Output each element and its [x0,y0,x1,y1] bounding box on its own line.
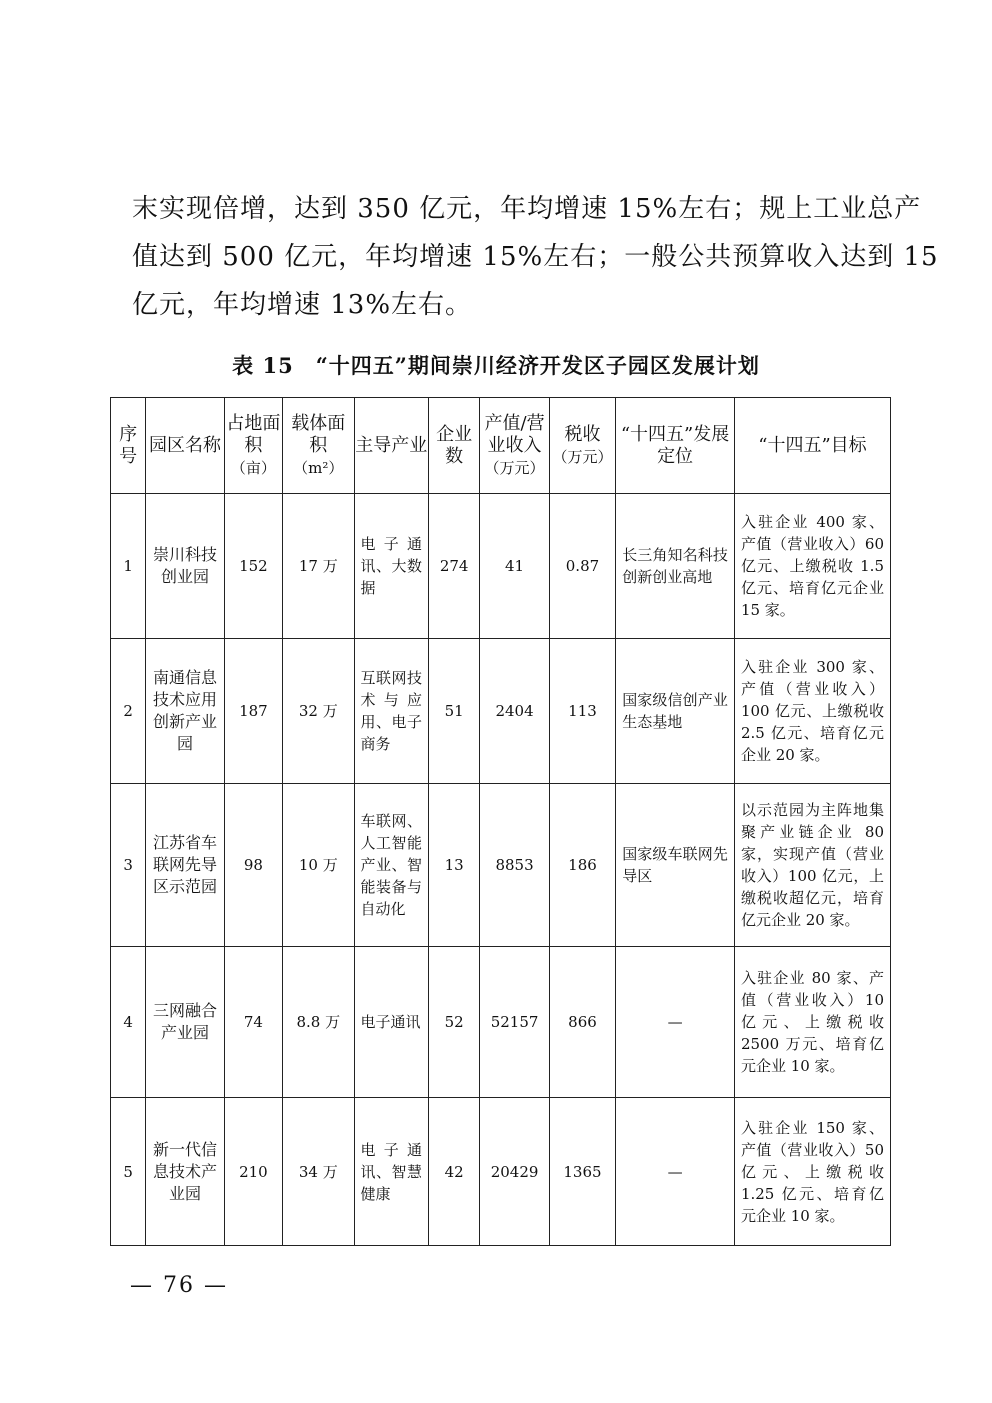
page-number: — 76 — [130,1273,228,1298]
body-paragraph [132,185,939,329]
cell-industry: 电子通讯 [354,947,428,1098]
cell-carrier-area: 8.8 万 [283,947,354,1098]
table-caption [0,350,992,380]
cell-park-name: 新一代信息技术产业园 [146,1098,225,1246]
cell-output: 2404 [480,639,549,784]
cell-carrier-area: 34 万 [283,1098,354,1246]
table-row [111,639,891,784]
cell-park-name: 江苏省车联网先导区示范园 [146,784,225,947]
cell-goal: 入驻企业 150 家、产值（营业收入）50 亿元、上缴税收 1.25 亿元、培育亿元企业 10 家。 [734,1098,890,1246]
cell-carrier-area: 17 万 [283,494,354,639]
cell-goal: 入驻企业 300 家、产值（营业收入）100 亿元、上缴税收 2.5 亿元、培育亿元企业 20 家。 [734,639,890,784]
cell-no: 2 [111,639,146,784]
cell-tax: 186 [549,784,615,947]
cell-carrier-area: 10 万 [283,784,354,947]
cell-tax: 0.87 [549,494,615,639]
cell-position: — [616,947,735,1098]
cell-park-name: 崇川科技创业园 [146,494,225,639]
cell-companies: 51 [429,639,480,784]
paragraph-line: 值达到 500 亿元，年均增速 15%左右；一般公共预算收入达到 15 [132,242,939,272]
cell-output: 41 [480,494,549,639]
cell-land-area: 98 [224,784,282,947]
cell-land-area: 187 [224,639,282,784]
paragraph-line: 末实现倍增，达到 350 亿元，年均增速 15%左右；规上工业总产 [132,194,922,224]
cell-position: 国家级车联网先导区 [616,784,735,947]
cell-companies: 52 [429,947,480,1098]
cell-output: 20429 [480,1098,549,1246]
cell-park-name: 三网融合产业园 [146,947,225,1098]
header-cell: 园区名称 [146,398,225,494]
cell-tax: 113 [549,639,615,784]
table-row [111,1098,891,1246]
cell-land-area: 74 [224,947,282,1098]
table-header-row [111,398,891,494]
cell-tax: 1365 [549,1098,615,1246]
cell-no: 3 [111,784,146,947]
table-number: 表 15 [232,353,294,378]
header-cell: 企业数 [429,398,480,494]
table-row [111,494,891,639]
cell-industry: 电子通讯、大数据 [354,494,428,639]
cell-no: 5 [111,1098,146,1246]
table-row [111,784,891,947]
header-cell: 主导产业 [354,398,428,494]
cell-industry: 电子通讯、智慧健康 [354,1098,428,1246]
cell-companies: 42 [429,1098,480,1246]
table-title: “十四五”期间崇川经济开发区子园区发展计划 [315,353,760,378]
cell-land-area: 152 [224,494,282,639]
cell-position: — [616,1098,735,1246]
cell-industry: 车联网、人工智能产业、智能装备与自动化 [354,784,428,947]
cell-goal: 入驻企业 400 家、产值（营业收入）60 亿元、上缴税收 1.5 亿元、培育亿元企业 15 家。 [734,494,890,639]
cell-goal: 以示范园为主阵地集聚产业链企业 80 家，实现产值（营业收入）100 亿元，上缴税收超亿元，培育亿元企业 20 家。 [734,784,890,947]
cell-tax: 866 [549,947,615,1098]
header-cell: 载体面积 （m²） [283,398,354,494]
cell-output: 52157 [480,947,549,1098]
cell-no: 4 [111,947,146,1098]
cell-companies: 13 [429,784,480,947]
header-cell: 序号 [111,398,146,494]
header-cell: 税收 （万元） [549,398,615,494]
header-cell: 产值/营业收入 （万元） [480,398,549,494]
cell-output: 8853 [480,784,549,947]
cell-no: 1 [111,494,146,639]
cell-park-name: 南通信息技术应用创新产业园 [146,639,225,784]
cell-goal: 入驻企业 80 家、产值（营业收入）10 亿元、上缴税收 2500 万元、培育亿元企业 10 家。 [734,947,890,1098]
header-cell: “十四五”目标 [734,398,890,494]
header-cell: 占地面积 （亩） [224,398,282,494]
cell-land-area: 210 [224,1098,282,1246]
development-plan-table [110,397,891,1246]
cell-industry: 互联网技术与应用、电子商务 [354,639,428,784]
cell-companies: 274 [429,494,480,639]
cell-carrier-area: 32 万 [283,639,354,784]
table-row [111,947,891,1098]
cell-position: 长三角知名科技创新创业高地 [616,494,735,639]
cell-position: 国家级信创产业生态基地 [616,639,735,784]
header-cell: “十四五”发展定位 [616,398,735,494]
paragraph-line: 亿元，年均增速 13%左右。 [132,290,473,320]
